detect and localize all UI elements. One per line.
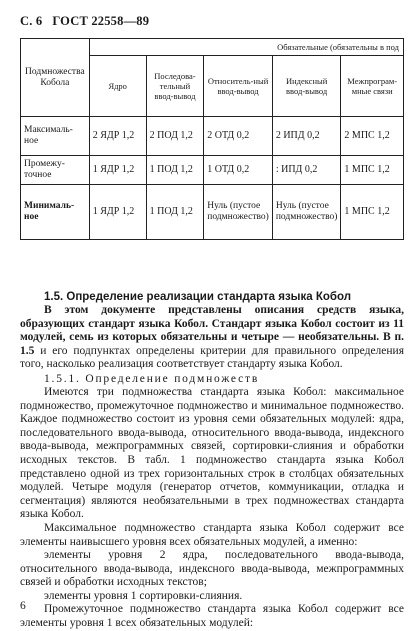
table-cell: 2 МПС 1,2 bbox=[341, 117, 404, 156]
table-row bbox=[21, 117, 404, 156]
table-cell: 2 ПОД 1,2 bbox=[146, 117, 204, 156]
section-title: 1.5. Определение реализации стандарта языка Кобол bbox=[44, 291, 352, 303]
paragraph-level1: элементы уровня 1 сортировки-слияния. bbox=[44, 589, 243, 602]
row-header-minimal: Минималь-ное bbox=[21, 185, 90, 240]
table-cell: 1 ПОД 1,2 bbox=[146, 156, 204, 185]
table-cell: 2 ИПД 0,2 bbox=[272, 117, 341, 156]
subsets-table bbox=[20, 38, 404, 240]
paragraph-level2: элементы уровня 2 ядра, последовательного ввода-вывода, относительного ввода-вывода, индексного ввода-вывода, межпрограммных связей и обработки исходных текстов; bbox=[20, 549, 404, 589]
section-1-5 bbox=[20, 290, 404, 631]
page-label: С. 6 bbox=[20, 14, 43, 28]
table-cell: 2 ЯДР 1,2 bbox=[89, 117, 146, 156]
subsection-title: 1.5.1. Определение подмножеств bbox=[44, 372, 260, 385]
table-cell: 1 МПС 1,2 bbox=[341, 156, 404, 185]
table-cell: 1 ПОД 1,2 bbox=[146, 185, 204, 240]
paragraph-subsets: Имеются три подмножества стандарта языка Кобол: максимальное подмножество, промежуточное подмножество и минимальное подмножество. Каждое подмножество состоит из уровня семи обязательных модулей: ядра, последовательного ввода-вывода, относительного ввода-вывода, индексного ввода-вывода, межпрограммных связей, сортировки-слияния и обработки исходных текстов. В табл. 1 подмножество стандарта языка Кобол представлено одной из трех горизонтальных строк в столбцах обязательных модулей. Четыре модуля (генератор отчетов, коммуникации, отладка и сегментация) являются необязательными в трех подмножествах стандарта языка Кобол. bbox=[20, 385, 404, 521]
mandatory-group-header: Обязательные (обязательны в под bbox=[89, 39, 403, 56]
page-header bbox=[20, 14, 149, 29]
table-corner-header: Подмножества Кобола bbox=[21, 39, 90, 117]
table-cell: 1 ЯДР 1,2 bbox=[89, 185, 146, 240]
table-cell: 2 ОТД 0,2 bbox=[204, 117, 273, 156]
table-cell: 1 ЯДР 1,2 bbox=[89, 156, 146, 185]
table-header-row-1 bbox=[21, 39, 404, 56]
paragraph-intro-rest: и его подпунктах определены критерии для правильного определения того, насколько реализация соответствует стандарту языка Кобол. bbox=[20, 344, 404, 371]
table-cell: Нуль (пустое подмножество) bbox=[272, 185, 341, 240]
standard-number: ГОСТ 22558—89 bbox=[52, 14, 150, 28]
table-cell: Нуль (пустое подмножество) bbox=[204, 185, 273, 240]
page-number: 6 bbox=[20, 600, 26, 612]
paragraph-intro-bold: В этом документе представлены описания средств языка, образующих стандарт языка Кобол. Стандарт языка Кобол состоит из 11 модулей, семь из которых обязательны и четыре — необязательны. В п. 1.5 bbox=[20, 304, 404, 357]
table-cell: : ИПД 0,2 bbox=[272, 156, 341, 185]
table-cell: 1 ОТД 0,2 bbox=[204, 156, 273, 185]
table-row bbox=[21, 156, 404, 185]
column-header-core: Ядро bbox=[89, 56, 146, 117]
paragraph-intermediate: Промежуточное подмножество стандарта языка Кобол содержит все элементы уровня 1 всех обязательных модулей: bbox=[20, 603, 404, 630]
table-cell: 1 МПС 1,2 bbox=[341, 185, 404, 240]
column-header-inter-program: Межпрограм-мные связи bbox=[341, 56, 404, 117]
row-header-intermediate: Промежу-точное bbox=[21, 156, 90, 185]
column-header-sequential-io: Последова-тельный ввод-вывод bbox=[146, 56, 204, 117]
paragraph-maximal: Максимальное подмножество стандарта языка Кобол содержит все элементы наивысшего уровня всех обязательных модулей, а именно: bbox=[20, 521, 404, 548]
column-header-indexed-io: Индексный ввод-вывод bbox=[272, 56, 341, 117]
row-header-maximal: Максималь-ное bbox=[21, 117, 90, 156]
table-row bbox=[21, 185, 404, 240]
column-header-relative-io: Относитель-ный ввод-вывод bbox=[204, 56, 273, 117]
paragraph-intro bbox=[20, 304, 404, 372]
